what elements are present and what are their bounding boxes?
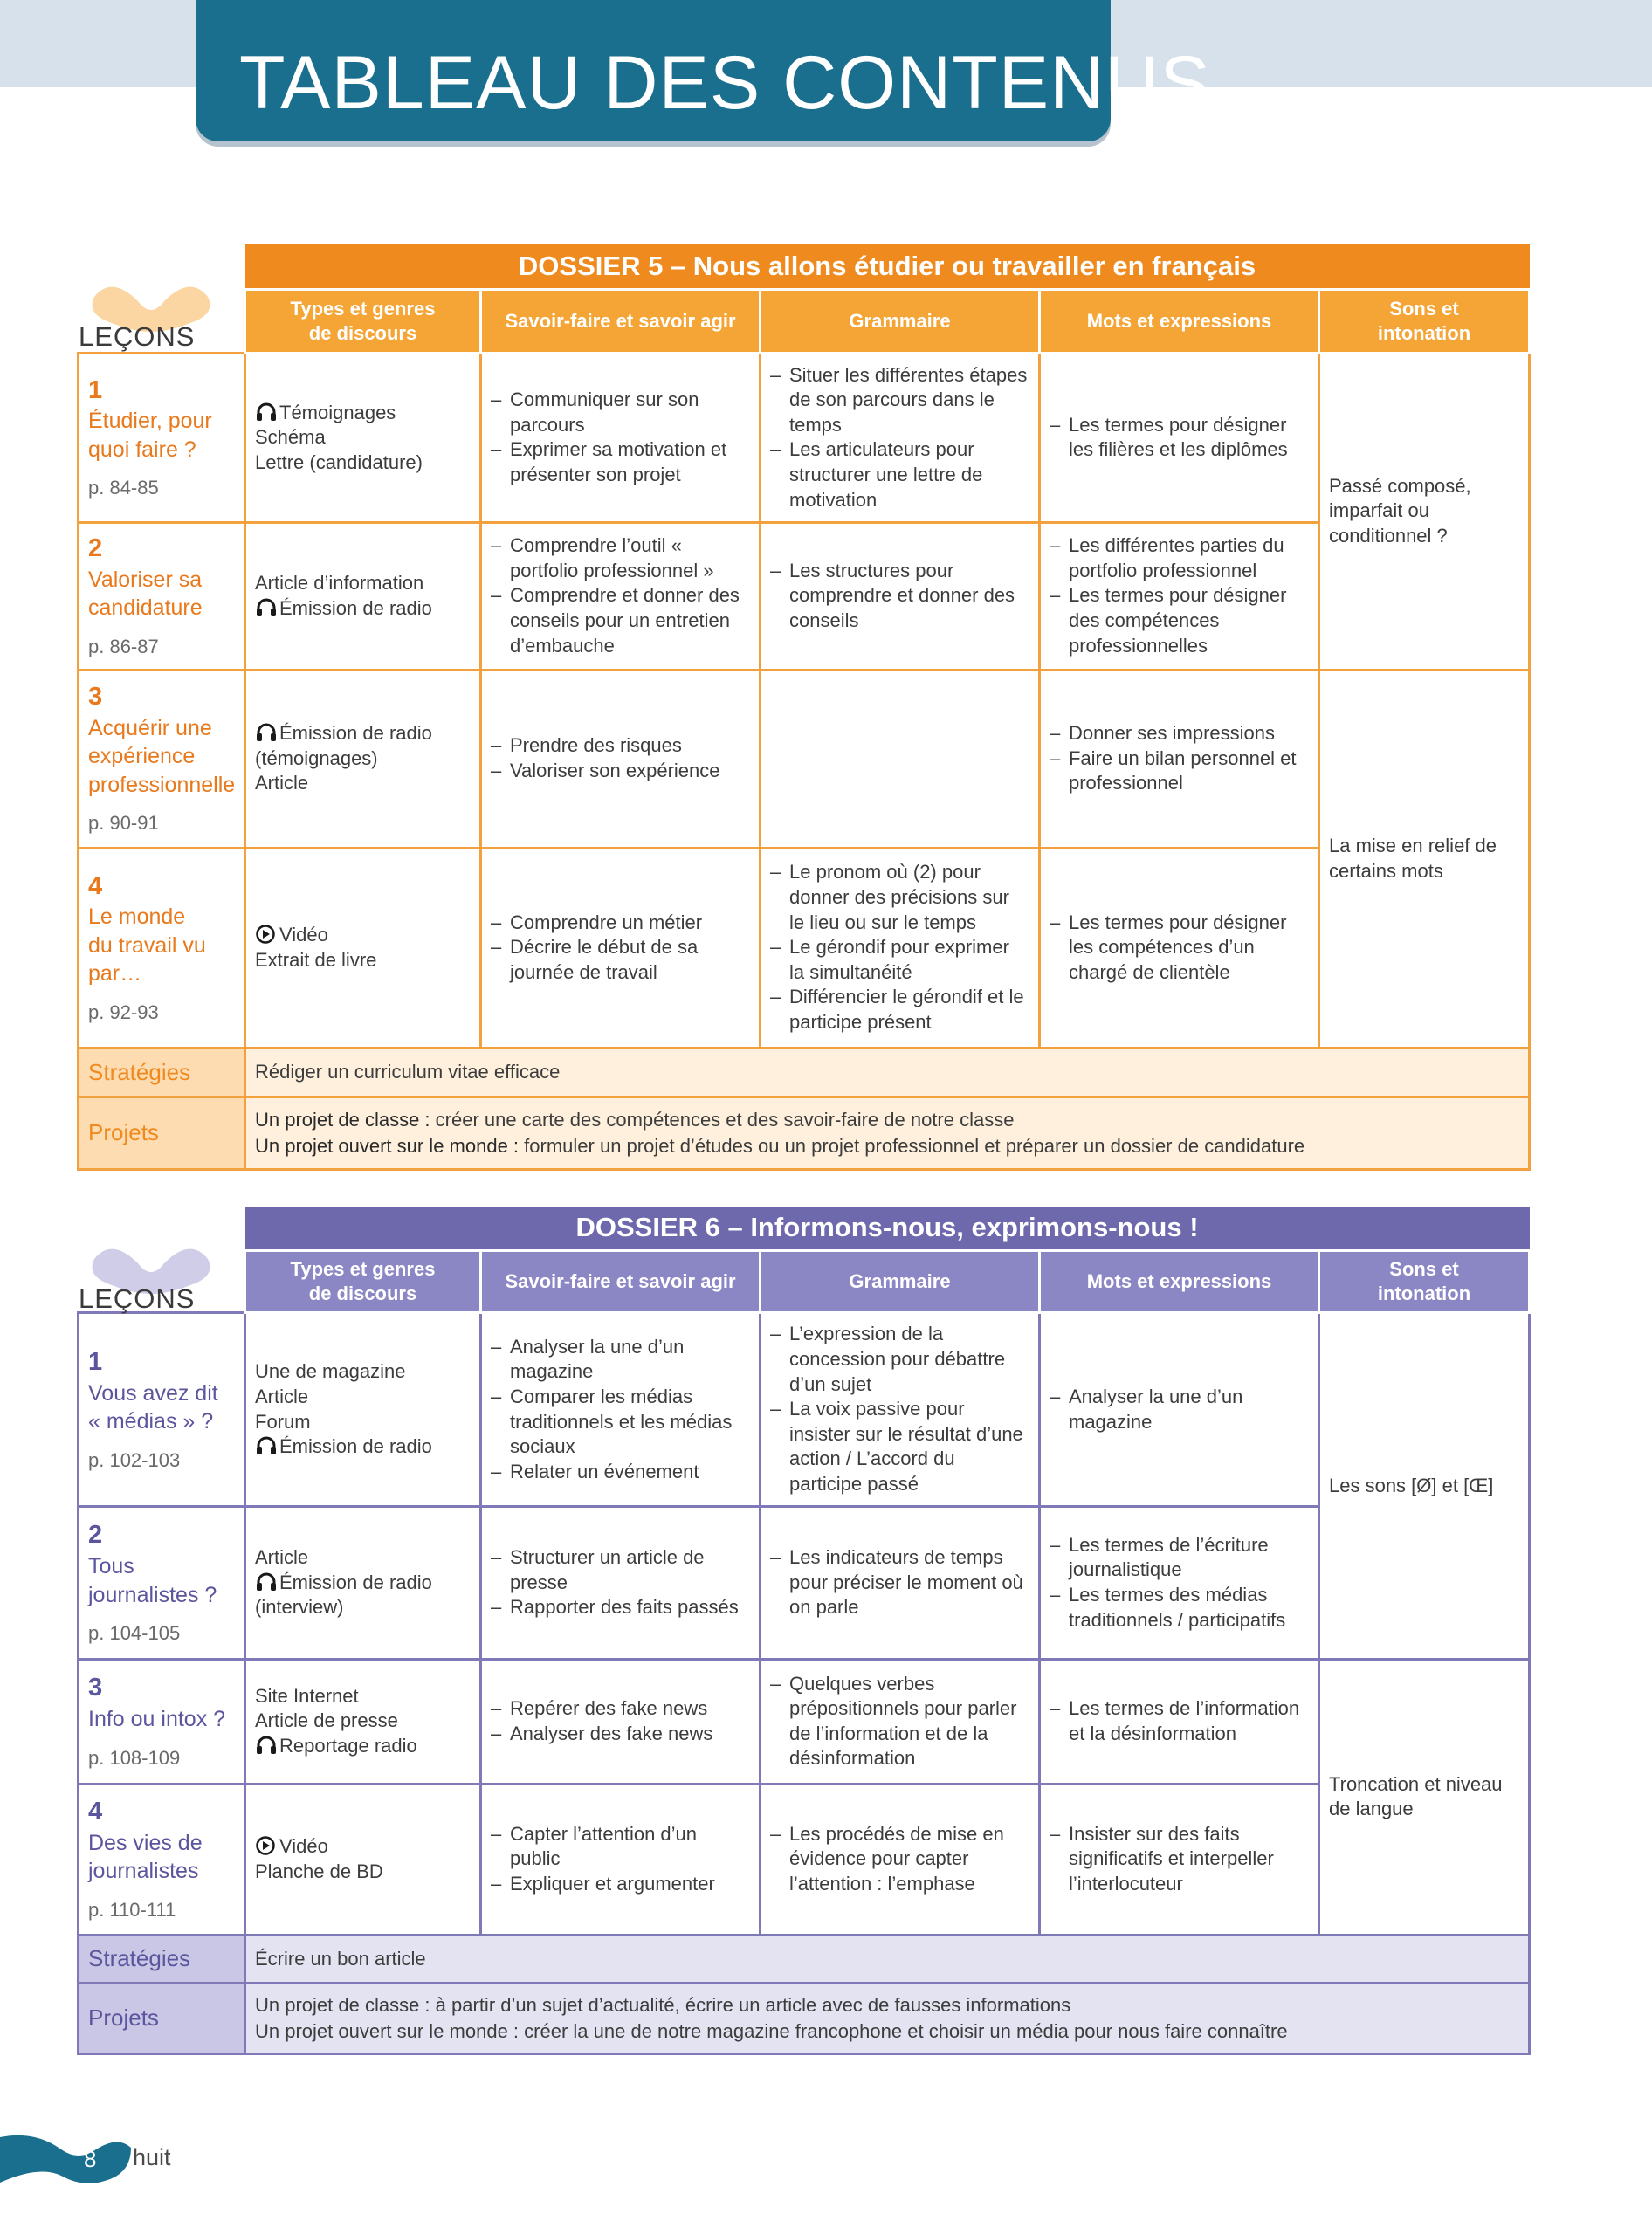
list-item: – Le pronom où (2) pour donner des précisions sur le lieu ou sur le temps [770,860,1029,935]
list-item: – Analyser des fake news [491,1722,750,1747]
genres-cell [245,353,481,522]
lesson-title[interactable]: professionnelle [88,772,236,797]
list-item: – Donner ses impressions [1050,721,1309,746]
list-item: – Différencier le gérondif et le participe présent [770,985,1029,1035]
column-header-line: Mots et expressions [1086,1270,1272,1293]
lesson-title[interactable]: Vous avez dit [88,1380,218,1406]
list-item: – Les termes pour désigner les compétences d’un chargé de clientèle [1050,911,1309,986]
list-item: – Faire un bilan personnel et professionnel [1050,746,1309,796]
grammaire-cell [761,1313,1040,1507]
headphones-icon [255,1436,278,1455]
genre-label: Reportage radio [279,1735,417,1757]
genre-item [255,1434,471,1460]
grammaire-list [770,1672,1029,1771]
column-header [761,1250,1040,1312]
headphones-icon [255,598,278,617]
lesson-row [79,353,1530,522]
lesson-title[interactable]: Valoriser sa [88,567,203,592]
mots-cell [1040,848,1319,1048]
list-item: – Relater un événement [491,1460,750,1485]
savoir-list [491,733,750,783]
mots-cell [1040,1506,1319,1659]
list-item: – Rapporter des faits passés [491,1595,750,1620]
headphones-icon [255,1572,278,1592]
grammaire-list [770,1545,1029,1620]
lesson-title[interactable]: journalistes [88,1859,199,1884]
genre-label: Une de magazine [255,1360,406,1383]
genre-item [255,771,471,796]
genre-label: Planche de BD [255,1860,383,1882]
lesson-row [79,670,1530,848]
lesson-cell[interactable] [79,848,245,1048]
list-item: – Insister sur des faits significatifs et interpeller l’interlocuteur [1050,1822,1309,1897]
list-item: – Les indicateurs de temps pour préciser le moment où on parle [770,1545,1029,1620]
mots-list [1050,1696,1309,1746]
column-header-line: Types et genres [290,298,436,320]
lesson-number: 2 [88,534,103,563]
headphones-icon [255,723,278,742]
savoir-list [491,911,750,986]
list-item: – Communiquer sur son parcours [491,388,750,437]
lesson-row [79,1313,1530,1507]
list-item: – Les différentes parties du portfolio professionnel [1050,533,1309,583]
list-item: – L’expression de la concession pour débattre d’un sujet [770,1322,1029,1397]
lesson-pages: p. 110-111 [88,1898,176,1921]
list-item: – Les articulateurs pour structurer une lettre de motivation [770,437,1029,512]
column-header [1040,1250,1319,1312]
genre-item [255,948,471,973]
genre-label: (témoignages) [255,746,378,769]
lesson-row [79,522,1530,670]
lesson-title[interactable]: Le monde [88,904,186,930]
grammaire-cell [761,848,1040,1048]
savoir-cell [481,353,761,522]
genre-item [255,1571,471,1596]
sons-cell: La mise en relief de certains mots [1319,670,1530,1048]
title-tab [196,0,1211,141]
lesson-title[interactable]: Info ou intox ? [88,1707,226,1732]
strategies-label[interactable]: Stratégies [79,1048,245,1097]
mots-cell [1040,1784,1319,1935]
savoir-cell [481,670,761,848]
mots-list [1050,1822,1309,1897]
column-header-line: Savoir-faire et savoir agir [505,1270,736,1293]
lesson-row [79,848,1530,1048]
lesson-row [79,1506,1530,1659]
lecons-label: LEÇONS [79,321,196,352]
projet-classe [255,1992,1519,2018]
column-header-line: de discours [308,321,417,344]
page-number: 8 [84,2146,97,2172]
column-header [481,290,761,354]
sons-cell: Les sons [Ø] et [Œ] [1319,1313,1530,1660]
lecons-logo [77,1241,323,1320]
genre-item [255,721,471,746]
lesson-title[interactable]: journalistes ? [88,1582,217,1607]
column-header-line: intonation [1377,321,1471,344]
projets-row [79,1097,1530,1169]
lecons-logo [77,279,323,358]
list-item: – Quelques verbes prépositionnels pour parler de l’information et de la désinformation [770,1672,1029,1771]
genre-item [255,1734,471,1759]
column-header [761,290,1040,354]
savoir-list [491,1545,750,1620]
savoir-list [491,1335,750,1485]
column-header-line: Grammaire [849,310,951,333]
mots-cell [1040,522,1319,670]
savoir-list [491,1822,750,1897]
lesson-cell[interactable] [79,1660,245,1784]
lesson-title[interactable]: « médias » ? [88,1409,214,1434]
lecons-label: LEÇONS [79,1283,196,1314]
strategies-row [79,1935,1530,1983]
projet-classe-text: à partir d’un sujet d’actualité, écrire un article avec de fausses informations [435,1994,1071,2017]
projet-classe-label: Un projet de classe : [255,1994,430,2017]
genre-label: Vidéo [279,1834,328,1857]
projets-label[interactable]: Projets [79,1097,245,1169]
projet-classe [255,1107,1519,1133]
genre-label: Émission de radio [279,722,432,745]
column-header [481,1250,761,1312]
headphones-icon [255,1736,278,1755]
genre-item [255,1834,471,1860]
genres-cell [245,670,481,848]
genre-label: Témoignages [279,401,396,423]
dossier-6 [77,1207,1528,2055]
strategies-text: Rédiger un curriculum vitae efficace [245,1048,1530,1097]
genres-cell [245,1660,481,1784]
lesson-pages: p. 104-105 [88,1622,181,1645]
grammaire-cell [761,1506,1040,1659]
genre-label: Émission de radio [279,1571,432,1593]
strategies-label[interactable]: Stratégies [79,1935,245,1983]
lesson-cell[interactable] [79,1784,245,1935]
savoir-list [491,1696,750,1746]
list-item: – La voix passive pour insister sur le résultat d’une action / L’accord du participe passé [770,1397,1029,1496]
column-header-line: de discours [308,1282,417,1304]
lesson-number: 1 [88,375,103,404]
genres-cell [245,1784,481,1935]
page-number-word: huit [133,2144,171,2170]
column-header-line: intonation [1377,1282,1471,1304]
genre-item [255,450,471,476]
genre-label: Extrait de livre [255,948,377,971]
list-item: – Comparer les médias traditionnels et les médias sociaux [491,1385,750,1460]
headphones-icon [255,402,278,422]
lesson-title[interactable]: quoi faire ? [88,437,196,462]
lesson-number: 2 [88,1521,103,1550]
lesson-title[interactable]: Acquérir une [88,715,212,740]
projet-classe-label: Un projet de classe : [255,1109,430,1131]
lesson-pages: p. 86-87 [88,635,159,657]
dossier-title: DOSSIER 5 – Nous allons étudier ou travailler en français [245,244,1530,290]
projet-monde-label: Un projet ouvert sur le monde : [255,1134,520,1157]
column-header-line: Sons et [1389,298,1459,320]
column-header-line: Grammaire [849,1270,951,1293]
projet-monde-label: Un projet ouvert sur le monde : [255,2019,520,2042]
mots-cell [1040,670,1319,848]
lesson-cell[interactable] [79,522,245,670]
mots-cell [1040,353,1319,522]
list-item: – Les termes pour désigner les filières et les diplômes [1050,413,1309,463]
genre-label: Schéma [255,426,326,449]
genre-item [255,1545,471,1571]
genre-item [255,1860,471,1885]
column-header [1319,1250,1530,1312]
list-item: – Décrire le début de sa journée de travail [491,935,750,985]
column-header-line: Sons et [1389,1258,1459,1281]
lesson-cell[interactable] [79,1313,245,1507]
column-header-line: Savoir-faire et savoir agir [505,310,736,333]
grammaire-cell [761,522,1040,670]
grammaire-cell [761,353,1040,522]
lesson-number: 4 [88,1797,103,1826]
list-item: – Les termes pour désigner des compétences professionnelles [1050,583,1309,658]
savoir-cell [481,522,761,670]
grammaire-list [770,1822,1029,1897]
grammaire-list [770,860,1029,1035]
mots-cell [1040,1660,1319,1784]
dossier-5-table [77,244,1531,1171]
lesson-pages: p. 108-109 [88,1746,181,1769]
projet-monde-text: créer la une de notre magazine francophone et choisir un média pour nous faire connaître [524,2019,1288,2042]
genre-label: Forum [255,1410,311,1433]
lesson-pages: p. 90-91 [88,812,159,835]
list-item: – Les procédés de mise en évidence pour capter l’attention : l’emphase [770,1822,1029,1897]
list-item: – Exprimer sa motivation et présenter son projet [491,437,750,487]
genre-label: Article de presse [255,1709,398,1732]
projets-label[interactable]: Projets [79,1983,245,2054]
projets-text [245,1983,1530,2054]
lesson-pages: p. 92-93 [88,1001,159,1023]
list-item: – Valoriser son expérience [491,759,750,784]
lesson-pages: p. 84-85 [88,477,159,499]
savoir-cell [481,1660,761,1784]
genres-cell [245,1313,481,1507]
genres-cell [245,848,481,1048]
genre-item [255,571,471,596]
grammaire-list [770,559,1029,634]
play-circle-icon [255,925,278,944]
lesson-number: 3 [88,1674,103,1702]
projet-monde [255,2018,1519,2045]
mots-list [1050,533,1309,658]
list-item: – Les termes de l’écriture journalistique [1050,1533,1309,1583]
genre-label: Article [255,772,309,794]
list-item: – Capter l’attention d’un public [491,1822,750,1872]
genre-label: Article [255,1385,309,1407]
genre-label: Site Internet [255,1684,359,1707]
column-header [1319,290,1530,354]
list-item: – Repérer des fake news [491,1696,750,1722]
lesson-title[interactable]: expérience [88,744,196,769]
projet-classe-text: créer une carte des compétences et des savoir-faire de notre classe [435,1109,1015,1131]
genre-item [255,1410,471,1435]
strategies-text: Écrire un bon article [245,1935,1530,1983]
projet-monde [255,1133,1519,1159]
sons-cell: Passé composé, imparfait ou conditionnel ? [1319,353,1530,670]
projets-row [79,1983,1530,2054]
lesson-title[interactable]: candidature [88,595,203,621]
list-item: – Les termes de l’information et la désinformation [1050,1696,1309,1746]
list-item: – Prendre des risques [491,733,750,759]
genre-label: Article [255,1546,309,1569]
savoir-list [491,388,750,487]
grammaire-cell [761,670,1040,848]
list-item: – Structurer un article de presse [491,1545,750,1595]
page-title: TABLEAU DES CONTENUS [239,41,1211,125]
dossier-5 [77,244,1528,1171]
lesson-cell[interactable] [79,670,245,848]
lesson-pages: p. 102-103 [88,1448,181,1471]
genre-item [255,596,471,622]
genres-cell [245,522,481,670]
column-header-line: Types et genres [290,1258,436,1281]
grammaire-cell [761,1784,1040,1935]
savoir-cell [481,848,761,1048]
strategies-row [79,1048,1530,1097]
lesson-title[interactable]: Des vies de [88,1830,203,1855]
list-item: – Les structures pour comprendre et donner des conseils [770,559,1029,634]
mots-cell [1040,1313,1319,1507]
genre-item [255,746,471,772]
list-item: – Comprendre l’outil « portfolio professionnel » [491,533,750,583]
mots-list [1050,413,1309,463]
lesson-cell[interactable] [79,353,245,522]
genre-item [255,1684,471,1709]
genre-item [255,425,471,450]
grammaire-cell [761,1660,1040,1784]
lesson-number: 3 [88,683,103,712]
lesson-row [79,1660,1530,1784]
play-circle-icon [255,1836,278,1855]
lesson-cell[interactable] [79,1506,245,1659]
genre-label: Émission de radio [279,1435,432,1458]
genre-item [255,923,471,948]
list-item: – Situer les différentes étapes de son parcours dans le temps [770,363,1029,438]
genre-label: Article d’information [255,572,424,595]
lesson-number: 4 [88,871,103,900]
savoir-cell [481,1313,761,1507]
lesson-title[interactable]: Étudier, pour [88,409,212,434]
lesson-row [79,1784,1530,1935]
mots-list [1050,911,1309,986]
genres-cell [245,1506,481,1659]
genre-label: Émission de radio [279,596,432,619]
list-item: – Analyser la une d’un magazine [491,1335,750,1385]
savoir-list [491,533,750,658]
column-header-line: Mots et expressions [1086,310,1272,333]
list-item: – Expliquer et argumenter [491,1872,750,1897]
projet-monde-text: formuler un projet d’études ou un projet professionnel et préparer un dossier de candidature [524,1134,1305,1157]
mots-list [1050,1385,1309,1434]
list-item: – Les termes des médias traditionnels / participatifs [1050,1583,1309,1633]
column-header [1040,290,1319,354]
mots-list [1050,1533,1309,1633]
genre-item [255,1709,471,1734]
genre-item [255,1359,471,1385]
genre-label: (interview) [255,1596,344,1619]
savoir-cell [481,1506,761,1659]
projets-text [245,1097,1530,1169]
lesson-number: 1 [88,1347,103,1376]
grammaire-list [770,363,1029,513]
dossier-6-table [77,1207,1531,2055]
lesson-title[interactable]: par… [88,961,142,987]
genre-label: Lettre (candidature) [255,450,423,473]
genre-item [255,1385,471,1410]
genre-item [255,1595,471,1620]
sons-cell: Troncation et niveau de langue [1319,1660,1530,1936]
genre-label: Vidéo [279,923,328,946]
savoir-cell [481,1784,761,1935]
dossier-title: DOSSIER 6 – Informons-nous, exprimons-nous ! [245,1207,1530,1250]
list-item: – Analyser la une d’un magazine [1050,1385,1309,1434]
lesson-title[interactable]: du travail vu [88,932,206,958]
footer-blob-icon [0,2130,131,2190]
list-item: – Comprendre un métier [491,911,750,936]
mots-list [1050,721,1309,796]
grammaire-list [770,1322,1029,1496]
list-item: – Comprendre et donner des conseils pour un entretien d’embauche [491,583,750,658]
list-item: – Le gérondif pour exprimer la simultanéité [770,935,1029,985]
genre-item [255,401,471,426]
lesson-title[interactable]: Tous [88,1554,134,1579]
